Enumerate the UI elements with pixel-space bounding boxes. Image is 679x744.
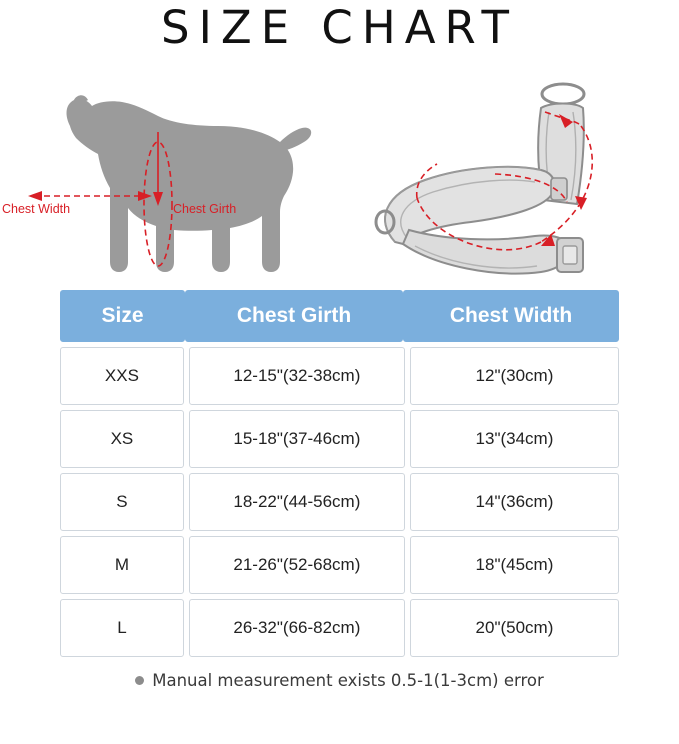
size-table xyxy=(60,290,619,657)
cell-chest-width: 18"(45cm) xyxy=(410,536,619,594)
table-header-row xyxy=(60,290,619,342)
cell-size: S xyxy=(60,473,184,531)
dog-harness-icon xyxy=(345,52,645,292)
cell-chest-girth: 12-15"(32-38cm) xyxy=(189,347,405,405)
label-chest-width: Chest Width xyxy=(2,202,71,216)
header-chest-width: Chest Width xyxy=(403,290,619,342)
cell-size: XXS xyxy=(60,347,184,405)
dog-silhouette-icon xyxy=(18,56,318,282)
table-row xyxy=(60,473,619,531)
cell-size: L xyxy=(60,599,184,657)
measurement-note xyxy=(0,671,679,690)
label-chest-girth: Chest Girth xyxy=(173,202,237,216)
cell-chest-girth: 18-22"(44-56cm) xyxy=(189,473,405,531)
dog-illustration xyxy=(18,56,318,282)
cell-chest-girth: 15-18"(37-46cm) xyxy=(189,410,405,468)
cell-chest-width: 14"(36cm) xyxy=(410,473,619,531)
bullet-icon xyxy=(135,676,144,685)
illustration-area xyxy=(0,56,679,282)
cell-size: M xyxy=(60,536,184,594)
cell-chest-width: 20"(50cm) xyxy=(410,599,619,657)
cell-size: XS xyxy=(60,410,184,468)
measurement-note-text: Manual measurement exists 0.5-1(1-3cm) error xyxy=(152,671,544,690)
header-chest-girth: Chest Girth xyxy=(185,290,403,342)
harness-illustration xyxy=(345,52,645,292)
cell-chest-girth: 21-26"(52-68cm) xyxy=(189,536,405,594)
cell-chest-width: 13"(34cm) xyxy=(410,410,619,468)
cell-chest-width: 12"(30cm) xyxy=(410,347,619,405)
table-row xyxy=(60,410,619,468)
table-row xyxy=(60,599,619,657)
page-title: SIZE CHART xyxy=(161,1,518,54)
cell-chest-girth: 26-32"(66-82cm) xyxy=(189,599,405,657)
table-row xyxy=(60,347,619,405)
table-row xyxy=(60,536,619,594)
header-size: Size xyxy=(60,290,185,342)
